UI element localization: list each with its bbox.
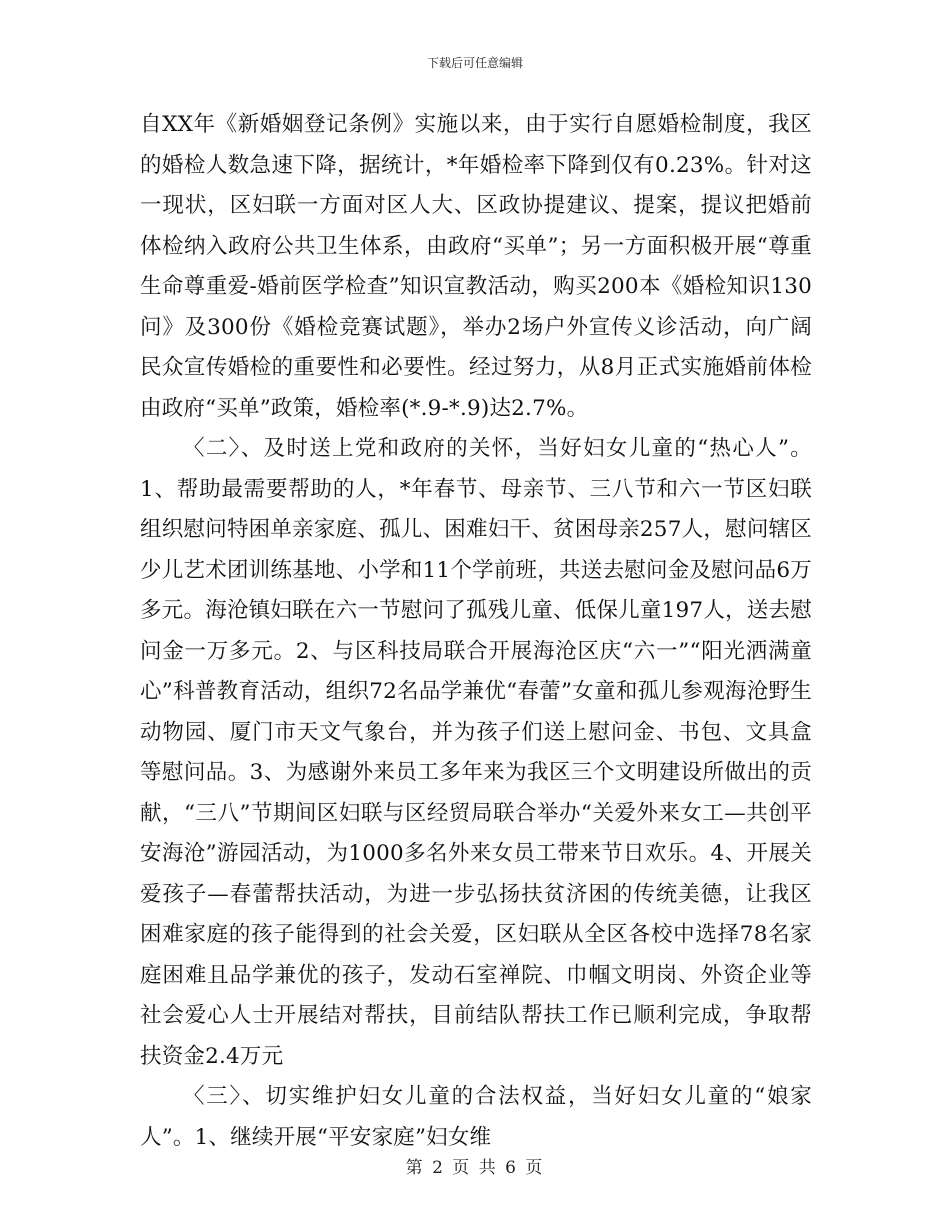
paragraph-section-two: 〈二〉、及时送上党和政府的关怀，当好妇女儿童的“热心人”。1、帮助最需要帮助的人，*年春节、母亲节、三八节和六一节区妇联组织慰问特困单亲家庭、孤儿、困难妇干、贫困母亲257人，慰问辖区少儿艺术团训练基地、小学和11个学前班，共送去慰问金及慰问品6万多元。海沧镇妇联在六一节慰问了孤残儿童、低保儿童197人，送去慰问金一万多元。2、与区科技局联合开展海沧区庆“六一”“阳光洒满童心”科普教育活动，组织72名品学兼优“春蕾”女童和孤儿参观海沧野生动物园、厦门市天文气象台，并为孩子们送上慰问金、书包、文具盒等慰问品。3、为感谢外来员工多年来为我区三个文明建设所做出的贡献，“三八”节期间区妇联与区经贸局联合举办“关爱外来女工—共创平安海沧”游园活动，为1000多名外来女员工带来节日欢乐。4、开展关爱孩子—春蕾帮扶活动，为进一步弘扬扶贫济困的传统美德，让我区困难家庭的孩子能得到的社会关爱，区妇联从全区各校中选择78名家庭困难且品学兼优的孩子，发动石室禅院、巾帼文明岗、外资企业等社会爱心人士开展结对帮扶，目前结队帮扶工作已顺利完成，争取帮扶资金2.4万元 xyxy=(140,436,812,1069)
paragraph-marriage-checkup: 自XX年《新婚姻登记条例》实施以来，由于实行自愿婚检制度，我区的婚检人数急速下降，据统计，*年婚检率下降到仅有0.23%。针对这一现状，区妇联一方面对区人大、区政协提建议、提案，提议把婚前体检纳入政府公共卫生体系，由政府“买单”；另一方面积极开展“尊重生命尊重爱-婚前医学检查”知识宣教活动，购买200本《婚检知识130问》及300份《婚检竞赛试题》，举办2场户外宣传义诊活动，向广阔民众宣传婚检的重要性和必要性。经过努力，从8月正式实施婚前体检由政府“买单”政策，婚检率(*.9-*.9)达2.7%。 xyxy=(140,112,812,421)
page-header: 下载后可任意编辑 xyxy=(426,56,523,70)
page-number: 第 2 页 共 6 页 xyxy=(405,1158,545,1178)
document-body xyxy=(140,105,812,1158)
paragraph-section-three: 〈三〉、切实维护妇女儿童的合法权益，当好妇女儿童的“娘家人”。1、继续开展“平安家庭”妇女维 xyxy=(140,1084,812,1150)
